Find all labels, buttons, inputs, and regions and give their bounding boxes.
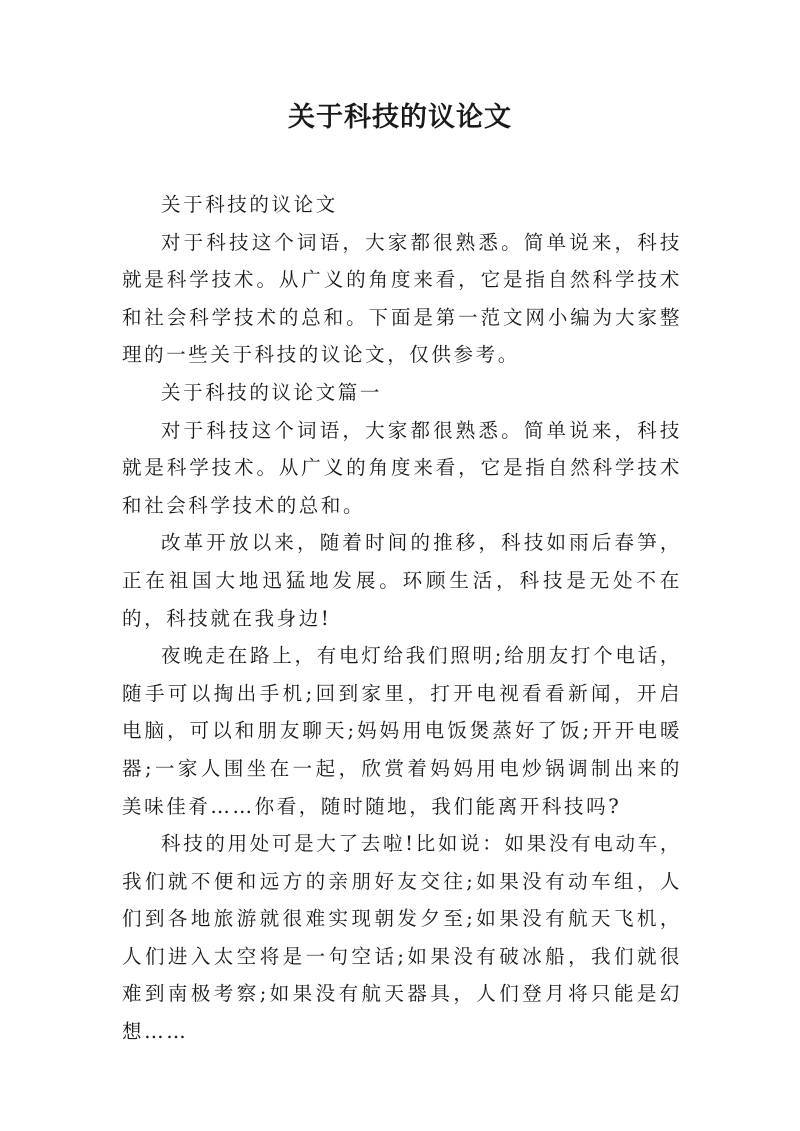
document-title: 关于科技的议论文 — [288, 102, 512, 133]
paragraph-reform: 改革开放以来，随着时间的推移，科技如雨后春笋，正在祖国大地迅猛地发展。环顾生活，科技是无处不在的，科技就在我身边! — [122, 531, 682, 630]
paragraph-subtitle: 关于科技的议论文 — [161, 193, 338, 216]
paragraph-section-heading: 关于科技的议论文篇一 — [161, 380, 383, 404]
document-body — [122, 186, 682, 1051]
paragraph-intro: 对于科技这个词语，大家都很熟悉。简单说来，科技就是科学技术。从广义的角度来看，它是指自然科学技术和社会科学技术的总和。下面是第一范文网小编为大家整理的一些关于科技的议论文，仅供参考。 — [122, 230, 682, 367]
paragraph-definition: 对于科技这个词语，大家都很熟悉。简单说来，科技就是科学技术。从广义的角度来看，它是指自然科学技术和社会科学技术的总和。 — [122, 418, 682, 517]
paragraph-uses: 科技的用处可是大了去啦!比如说：如果没有电动车，我们就不便和远方的亲朋好友交往;如果没有动车组，人们到各地旅游就很难实现朝发夕至;如果没有航天飞机，人们进入太空将是一句空话;如果没有破冰船，我们就很难到南极考察;如果没有航天器具，人们登月将只能是幻想…… — [122, 832, 682, 1044]
paragraph-daily-life: 夜晚走在路上，有电灯给我们照明;给朋友打个电话，随手可以掏出手机;回到家里，打开电视看看新闻，开启电脑，可以和朋友聊天;妈妈用电饭煲蒸好了饭;开开电暖器;一家人围坐在一起，欣赏着妈妈用电炒锅调制出来的美味佳肴……你看，随时随地，我们能离开科技吗? — [122, 644, 682, 818]
